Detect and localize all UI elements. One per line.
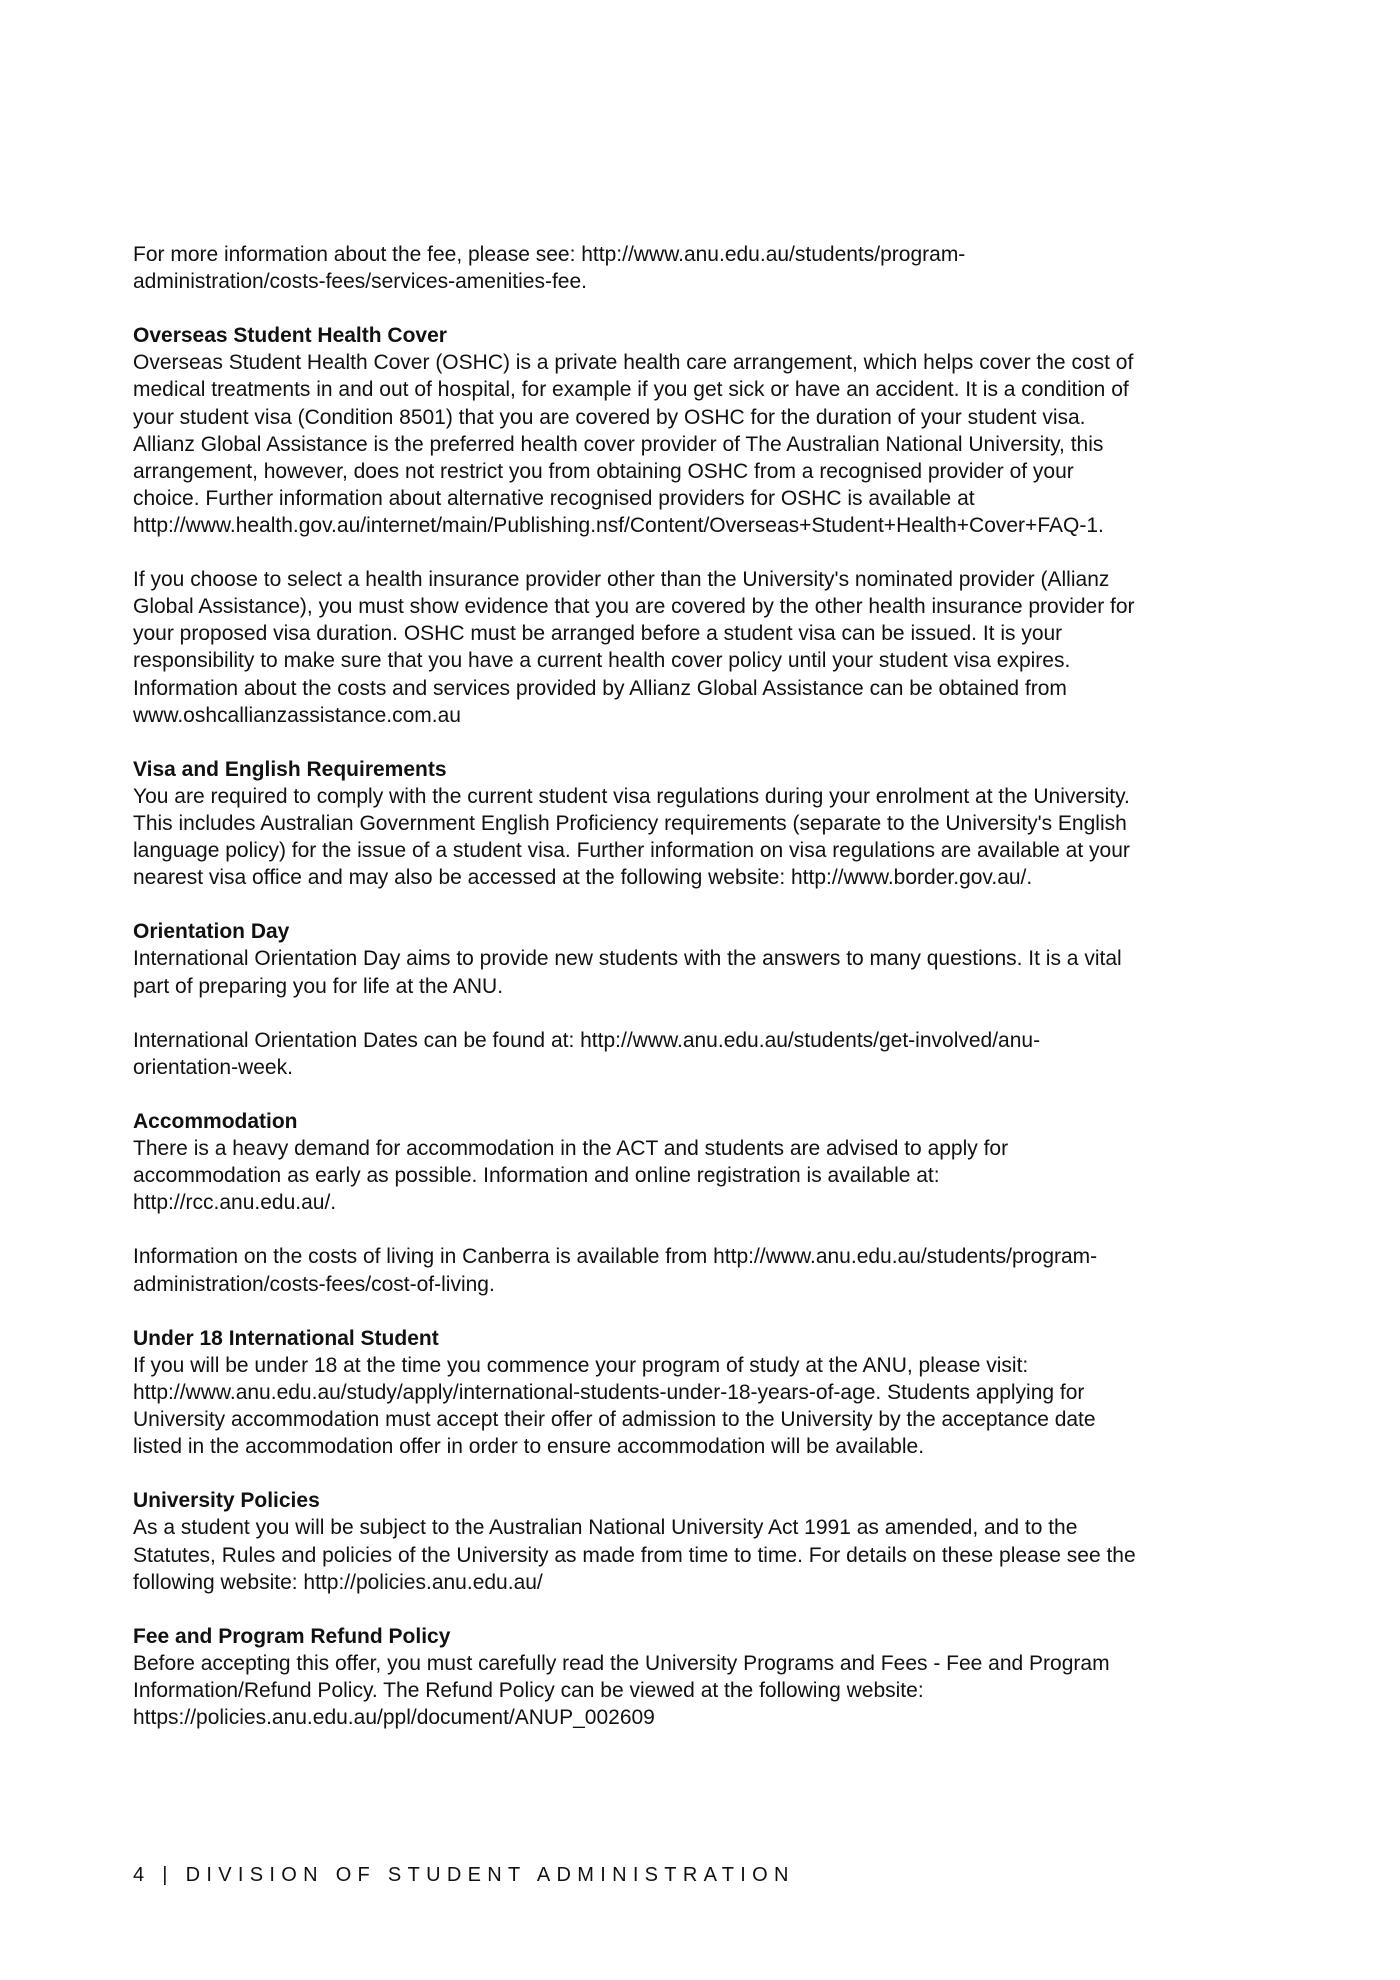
text-line: International Orientation Dates can be found at: http://www.anu.edu.au/students/get-involved/anu- xyxy=(133,1028,1041,1052)
paragraph xyxy=(133,1243,1313,1297)
section-heading: Orientation Day xyxy=(133,920,290,944)
text-line: As a student you will be subject to the Australian National University Act 1991 as amended, and to the xyxy=(133,1516,1078,1540)
text-line: Information on the costs of living in Canberra is available from http://www.anu.edu.au/students/program- xyxy=(133,1245,1098,1269)
text-line: listed in the accommodation offer in order to ensure accommodation will be available. xyxy=(133,1435,925,1459)
text-line: administration/costs-fees/cost-of-living. xyxy=(133,1272,495,1296)
paragraph xyxy=(133,566,1313,729)
spacer xyxy=(133,1216,1313,1243)
section xyxy=(133,918,1313,999)
section xyxy=(133,1623,1313,1731)
spacer xyxy=(133,1596,1313,1623)
text-line: International Orientation Day aims to provide new students with the answers to many questions. It is a vital xyxy=(133,947,1122,971)
text-line: This includes Australian Government English Proficiency requirements (separate to the University's English xyxy=(133,811,1127,835)
spacer xyxy=(133,1081,1313,1108)
section-heading: Overseas Student Health Cover xyxy=(133,324,447,348)
section xyxy=(133,1108,1313,1216)
section-heading: Fee and Program Refund Policy xyxy=(133,1624,451,1648)
text-line: If you choose to select a health insurance provider other than the University's nominated provider (Allianz xyxy=(133,568,1110,592)
paragraph xyxy=(133,1027,1313,1081)
text-line: language policy) for the issue of a student visa. Further information on visa regulations are available at your xyxy=(133,839,1130,863)
spacer xyxy=(133,295,1313,322)
page-number: 4 xyxy=(133,1864,151,1886)
section xyxy=(133,1325,1313,1460)
text-line: University accommodation must accept their offer of admission to the University by the acceptance date xyxy=(133,1408,1096,1432)
text-line: You are required to comply with the current student visa regulations during your enrolment at the University. xyxy=(133,784,1130,808)
spacer xyxy=(133,539,1313,566)
text-line: administration/costs-fees/services-amenities-fee. xyxy=(133,270,588,294)
section xyxy=(133,1487,1313,1595)
text-line: Allianz Global Assistance is the preferred health cover provider of The Australian National University, this xyxy=(133,432,1104,456)
text-line: responsibility to make sure that you have a current health cover policy until your student visa expires. xyxy=(133,649,1071,673)
text-line: http://rcc.anu.edu.au/. xyxy=(133,1191,337,1215)
footer-separator: | xyxy=(162,1864,174,1886)
paragraph xyxy=(133,241,1313,295)
text-line: orientation-week. xyxy=(133,1055,293,1079)
section xyxy=(133,322,1313,539)
text-line: following website: http://policies.anu.edu.au/ xyxy=(133,1570,543,1594)
spacer xyxy=(133,729,1313,756)
text-line: https://policies.anu.edu.au/ppl/document/ANUP_002609 xyxy=(133,1706,655,1730)
text-line: accommodation as early as possible. Information and online registration is available at: xyxy=(133,1164,940,1188)
footer-title: DIVISION OF STUDENT ADMINISTRATION xyxy=(185,1864,795,1886)
text-line: Statutes, Rules and policies of the University as made from time to time. For details on these please see the xyxy=(133,1543,1136,1567)
spacer xyxy=(133,1000,1313,1027)
spacer xyxy=(133,891,1313,918)
text-line: choice. Further information about alternative recognised providers for OSHC is available at xyxy=(133,486,975,510)
text-line: medical treatments in and out of hospital, for example if you get sick or have an accident. It is a condition of xyxy=(133,378,1129,402)
text-line: nearest visa office and may also be accessed at the following website: http://www.border.gov.au/. xyxy=(133,866,1033,890)
text-line: Overseas Student Health Cover (OSHC) is a private health care arrangement, which helps cover the cost of xyxy=(133,351,1134,375)
text-line: http://www.health.gov.au/internet/main/Publishing.nsf/Content/Overseas+Student+Health+Cover+FAQ-1. xyxy=(133,513,1104,537)
text-line: Global Assistance), you must show evidence that you are covered by the other health insurance provider for xyxy=(133,595,1135,619)
text-line: http://www.anu.edu.au/study/apply/international-students-under-18-years-of-age. Students applying for xyxy=(133,1380,1085,1404)
text-line: Information/Refund Policy. The Refund Policy can be viewed at the following website: xyxy=(133,1678,924,1702)
text-line: Information about the costs and services provided by Allianz Global Assistance can be obtained from xyxy=(133,676,1067,700)
text-line: your student visa (Condition 8501) that you are covered by OSHC for the duration of your student visa. xyxy=(133,405,1086,429)
document-body xyxy=(133,241,1313,1731)
text-line: For more information about the fee, please see: http://www.anu.edu.au/students/program- xyxy=(133,243,966,266)
text-line: There is a heavy demand for accommodation in the ACT and students are advised to apply for xyxy=(133,1137,1009,1161)
section-heading: Accommodation xyxy=(133,1110,298,1133)
spacer xyxy=(133,1298,1313,1325)
section-heading: University Policies xyxy=(133,1489,320,1513)
section-heading: Visa and English Requirements xyxy=(133,757,447,781)
text-line: your proposed visa duration. OSHC must be arranged before a student visa can be issued. It is your xyxy=(133,622,1063,646)
spacer xyxy=(133,1460,1313,1487)
page-footer xyxy=(133,1864,795,1887)
text-line: arrangement, however, does not restrict you from obtaining OSHC from a recognised provider of your xyxy=(133,459,1074,483)
text-line: www.oshcallianzassistance.com.au xyxy=(133,703,461,727)
text-line: part of preparing you for life at the ANU. xyxy=(133,974,504,998)
section xyxy=(133,756,1313,891)
text-line: Before accepting this offer, you must carefully read the University Programs and Fees - Fee and Program xyxy=(133,1651,1110,1675)
section-heading: Under 18 International Student xyxy=(133,1326,439,1350)
text-line: If you will be under 18 at the time you commence your program of study at the ANU, please visit: xyxy=(133,1353,1029,1377)
